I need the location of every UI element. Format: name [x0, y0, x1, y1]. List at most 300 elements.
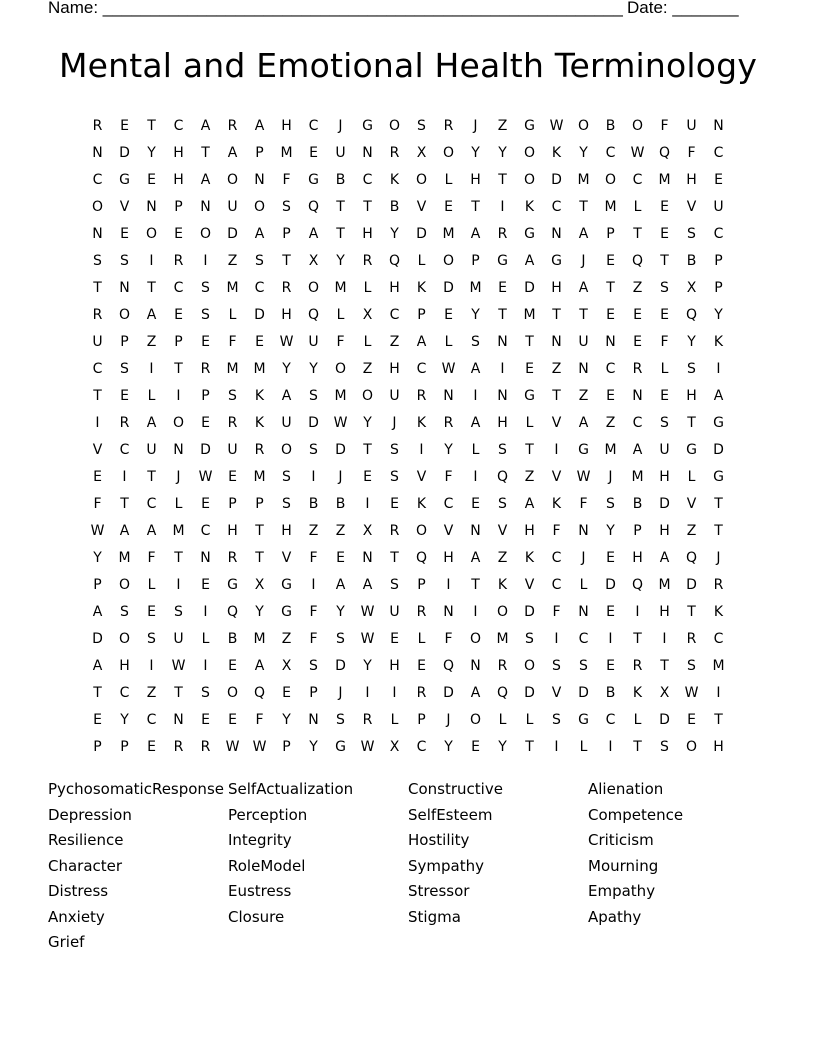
grid-letter[interactable]: T [336, 198, 345, 215]
grid-letter[interactable]: A [254, 117, 265, 134]
grid-letter[interactable]: F [228, 333, 237, 350]
grid-letter[interactable]: Q [442, 657, 455, 674]
grid-letter[interactable]: R [254, 441, 265, 458]
grid-letter[interactable]: I [419, 441, 424, 458]
grid-letter[interactable]: S [687, 360, 696, 377]
grid-letter[interactable]: C [416, 360, 427, 377]
grid-letter[interactable]: D [443, 279, 454, 296]
grid-letter[interactable]: L [660, 360, 669, 377]
grid-letter[interactable]: L [336, 306, 345, 323]
grid-letter[interactable]: W [549, 117, 564, 134]
grid-letter[interactable]: I [446, 576, 451, 593]
grid-letter[interactable]: K [632, 684, 643, 701]
grid-letter[interactable]: N [551, 225, 562, 242]
grid-letter[interactable]: N [443, 387, 454, 404]
grid-letter[interactable]: T [174, 549, 183, 566]
grid-letter[interactable]: V [92, 441, 103, 458]
grid-letter[interactable]: E [336, 549, 345, 566]
grid-letter[interactable]: Z [308, 522, 319, 539]
grid-letter[interactable]: M [442, 225, 455, 242]
date-field[interactable]: Date: _______ [627, 0, 739, 17]
grid-letter[interactable]: H [713, 738, 724, 755]
grid-letter[interactable]: D [713, 441, 724, 458]
grid-letter[interactable]: A [578, 225, 589, 242]
grid-letter[interactable]: C [200, 522, 211, 539]
grid-letter[interactable]: T [174, 684, 183, 701]
grid-letter[interactable]: G [497, 252, 508, 269]
grid-letter[interactable]: Y [147, 144, 156, 161]
grid-letter[interactable]: H [119, 657, 130, 674]
grid-letter[interactable]: O [523, 171, 536, 188]
grid-letter[interactable]: T [147, 279, 156, 296]
grid-letter[interactable]: T [714, 711, 723, 728]
grid-letter[interactable]: Y [255, 603, 264, 620]
grid-letter[interactable]: R [362, 711, 373, 728]
grid-letter[interactable]: S [309, 657, 318, 674]
grid-letter[interactable]: O [388, 117, 401, 134]
grid-letter[interactable]: M [253, 360, 266, 377]
grid-letter[interactable]: O [91, 198, 104, 215]
grid-letter[interactable]: C [389, 306, 400, 323]
grid-letter[interactable]: R [443, 117, 454, 134]
grid-letter[interactable]: T [147, 117, 156, 134]
grid-letter[interactable]: N [551, 333, 562, 350]
grid-letter[interactable]: S [309, 441, 318, 458]
grid-letter[interactable]: T [525, 441, 534, 458]
grid-letter[interactable]: S [525, 630, 534, 647]
grid-letter[interactable]: T [93, 387, 102, 404]
grid-letter[interactable]: V [686, 198, 697, 215]
grid-letter[interactable]: A [416, 333, 427, 350]
grid-letter[interactable]: A [470, 684, 481, 701]
grid-letter[interactable]: C [632, 414, 643, 431]
grid-letter[interactable]: H [362, 225, 373, 242]
grid-letter[interactable]: E [174, 225, 183, 242]
grid-letter[interactable]: C [551, 576, 562, 593]
grid-letter[interactable]: L [633, 198, 642, 215]
grid-letter[interactable]: E [120, 225, 129, 242]
grid-letter[interactable]: S [660, 414, 669, 431]
grid-letter[interactable]: M [172, 522, 185, 539]
grid-letter[interactable]: P [255, 144, 264, 161]
grid-letter[interactable]: A [659, 549, 670, 566]
grid-letter[interactable]: G [713, 468, 724, 485]
grid-letter[interactable]: F [579, 495, 588, 512]
grid-letter[interactable]: W [360, 603, 375, 620]
grid-letter[interactable]: M [226, 360, 239, 377]
grid-letter[interactable]: T [660, 252, 669, 269]
grid-letter[interactable]: L [147, 576, 156, 593]
grid-letter[interactable]: O [226, 684, 239, 701]
grid-letter[interactable]: T [363, 441, 372, 458]
grid-letter[interactable]: O [523, 657, 536, 674]
grid-letter[interactable]: M [226, 279, 239, 296]
grid-letter[interactable]: T [336, 225, 345, 242]
grid-letter[interactable]: D [416, 225, 427, 242]
grid-letter[interactable]: Z [497, 117, 508, 134]
grid-letter[interactable]: M [469, 279, 482, 296]
grid-letter[interactable]: R [632, 657, 643, 674]
grid-letter[interactable]: I [473, 603, 478, 620]
grid-letter[interactable]: Z [578, 387, 589, 404]
grid-letter[interactable]: O [118, 630, 131, 647]
grid-letter[interactable]: S [687, 225, 696, 242]
grid-letter[interactable]: R [227, 414, 238, 431]
grid-letter[interactable]: E [660, 306, 669, 323]
grid-letter[interactable]: U [308, 333, 319, 350]
grid-letter[interactable]: I [554, 441, 559, 458]
grid-letter[interactable]: P [471, 252, 480, 269]
grid-letter[interactable]: O [685, 738, 698, 755]
grid-letter[interactable]: R [200, 738, 211, 755]
grid-letter[interactable]: Y [498, 738, 507, 755]
grid-letter[interactable]: C [713, 225, 724, 242]
grid-letter[interactable]: G [281, 576, 292, 593]
grid-letter[interactable]: U [389, 603, 400, 620]
grid-letter[interactable]: I [473, 387, 478, 404]
grid-letter[interactable]: N [92, 144, 103, 161]
grid-letter[interactable]: Y [444, 738, 453, 755]
grid-letter[interactable]: R [713, 576, 724, 593]
grid-letter[interactable]: R [173, 738, 184, 755]
grid-letter[interactable]: K [551, 495, 562, 512]
grid-letter[interactable]: T [525, 333, 534, 350]
grid-letter[interactable]: O [577, 117, 590, 134]
grid-letter[interactable]: T [282, 252, 291, 269]
grid-letter[interactable]: E [606, 387, 615, 404]
grid-letter[interactable]: P [93, 738, 102, 755]
grid-letter[interactable]: T [714, 522, 723, 539]
grid-letter[interactable]: Y [687, 333, 696, 350]
grid-letter[interactable]: Z [362, 360, 373, 377]
grid-letter[interactable]: N [632, 387, 643, 404]
grid-letter[interactable]: H [281, 117, 292, 134]
grid-letter[interactable]: I [500, 360, 505, 377]
grid-letter[interactable]: S [147, 630, 156, 647]
grid-letter[interactable]: L [228, 306, 237, 323]
grid-letter[interactable]: C [713, 144, 724, 161]
grid-letter[interactable]: I [473, 468, 478, 485]
grid-letter[interactable]: N [146, 198, 157, 215]
grid-letter[interactable]: E [201, 576, 210, 593]
grid-letter[interactable]: T [201, 144, 210, 161]
grid-letter[interactable]: S [498, 441, 507, 458]
grid-letter[interactable]: C [146, 495, 157, 512]
grid-letter[interactable]: C [173, 117, 184, 134]
grid-letter[interactable]: Q [685, 306, 698, 323]
grid-letter[interactable]: O [496, 603, 509, 620]
grid-letter[interactable]: M [334, 279, 347, 296]
grid-letter[interactable]: T [687, 603, 696, 620]
grid-letter[interactable]: L [174, 495, 183, 512]
grid-letter[interactable]: G [227, 576, 238, 593]
grid-letter[interactable]: M [604, 198, 617, 215]
grid-letter[interactable]: M [631, 468, 644, 485]
grid-letter[interactable]: U [227, 441, 238, 458]
grid-letter[interactable]: Y [714, 306, 723, 323]
grid-letter[interactable]: S [660, 279, 669, 296]
grid-letter[interactable]: Q [307, 198, 320, 215]
grid-letter[interactable]: S [498, 495, 507, 512]
grid-letter[interactable]: R [173, 252, 184, 269]
grid-letter[interactable]: U [659, 441, 670, 458]
grid-letter[interactable]: V [281, 549, 292, 566]
grid-letter[interactable]: Y [390, 225, 399, 242]
grid-letter[interactable]: T [147, 468, 156, 485]
grid-letter[interactable]: D [578, 684, 589, 701]
grid-letter[interactable]: S [174, 603, 183, 620]
grid-letter[interactable]: R [227, 117, 238, 134]
grid-letter[interactable]: T [255, 522, 264, 539]
grid-letter[interactable]: A [470, 414, 481, 431]
grid-letter[interactable]: L [363, 333, 372, 350]
grid-letter[interactable]: T [498, 306, 507, 323]
grid-letter[interactable]: E [417, 657, 426, 674]
grid-letter[interactable]: E [660, 387, 669, 404]
grid-letter[interactable]: E [606, 603, 615, 620]
grid-letter[interactable]: K [524, 549, 535, 566]
grid-letter[interactable]: E [93, 468, 102, 485]
grid-letter[interactable]: I [392, 684, 397, 701]
grid-letter[interactable]: D [524, 684, 535, 701]
grid-letter[interactable]: L [417, 630, 426, 647]
grid-letter[interactable]: Z [281, 630, 292, 647]
grid-letter[interactable]: A [92, 657, 103, 674]
grid-letter[interactable]: Q [415, 549, 428, 566]
grid-letter[interactable]: C [308, 117, 319, 134]
grid-letter[interactable]: X [362, 522, 373, 539]
grid-letter[interactable]: T [552, 306, 561, 323]
grid-letter[interactable]: T [390, 549, 399, 566]
grid-letter[interactable]: D [443, 684, 454, 701]
grid-letter[interactable]: C [443, 495, 454, 512]
grid-letter[interactable]: T [633, 225, 642, 242]
grid-letter[interactable]: I [554, 630, 559, 647]
grid-letter[interactable]: D [254, 306, 265, 323]
grid-letter[interactable]: B [605, 684, 616, 701]
grid-letter[interactable]: B [605, 117, 616, 134]
grid-letter[interactable]: L [525, 711, 534, 728]
grid-letter[interactable]: B [308, 495, 319, 512]
grid-letter[interactable]: N [470, 522, 481, 539]
grid-letter[interactable]: R [362, 252, 373, 269]
grid-letter[interactable]: W [198, 468, 213, 485]
grid-letter[interactable]: S [660, 738, 669, 755]
grid-letter[interactable]: Z [389, 333, 400, 350]
grid-letter[interactable]: G [686, 441, 697, 458]
grid-letter[interactable]: H [551, 279, 562, 296]
grid-letter[interactable]: J [392, 414, 397, 431]
grid-letter[interactable]: I [365, 684, 370, 701]
grid-letter[interactable]: I [365, 495, 370, 512]
grid-letter[interactable]: K [713, 603, 724, 620]
grid-letter[interactable]: Z [497, 549, 508, 566]
grid-letter[interactable]: I [95, 414, 100, 431]
grid-letter[interactable]: Y [282, 711, 291, 728]
grid-letter[interactable]: S [579, 657, 588, 674]
grid-letter[interactable]: H [470, 171, 481, 188]
grid-letter[interactable]: Y [336, 603, 345, 620]
grid-letter[interactable]: H [659, 468, 670, 485]
grid-letter[interactable]: E [390, 495, 399, 512]
grid-letter[interactable]: K [551, 144, 562, 161]
grid-letter[interactable]: P [633, 522, 642, 539]
grid-letter[interactable]: S [390, 468, 399, 485]
grid-letter[interactable]: S [228, 387, 237, 404]
grid-letter[interactable]: C [173, 279, 184, 296]
grid-letter[interactable]: P [201, 387, 210, 404]
grid-letter[interactable]: W [90, 522, 105, 539]
grid-letter[interactable]: D [524, 603, 535, 620]
grid-letter[interactable]: L [498, 711, 507, 728]
grid-letter[interactable]: H [389, 657, 400, 674]
grid-letter[interactable]: E [120, 117, 129, 134]
grid-letter[interactable]: N [92, 225, 103, 242]
grid-letter[interactable]: A [524, 495, 535, 512]
grid-letter[interactable]: E [444, 306, 453, 323]
grid-letter[interactable]: O [604, 171, 617, 188]
grid-letter[interactable]: N [119, 279, 130, 296]
grid-letter[interactable]: Z [605, 414, 616, 431]
grid-letter[interactable]: F [255, 711, 264, 728]
grid-letter[interactable]: J [338, 684, 343, 701]
grid-letter[interactable]: H [389, 279, 400, 296]
grid-letter[interactable]: J [338, 468, 343, 485]
grid-letter[interactable]: E [633, 306, 642, 323]
grid-letter[interactable]: Y [579, 144, 588, 161]
grid-letter[interactable]: E [309, 144, 318, 161]
grid-letter[interactable]: P [174, 198, 183, 215]
grid-letter[interactable]: N [173, 441, 184, 458]
grid-letter[interactable]: Z [146, 684, 157, 701]
grid-letter[interactable]: O [631, 117, 644, 134]
grid-letter[interactable]: G [335, 738, 346, 755]
grid-letter[interactable]: G [362, 117, 373, 134]
grid-letter[interactable]: T [93, 279, 102, 296]
grid-letter[interactable]: E [147, 171, 156, 188]
grid-letter[interactable]: T [633, 630, 642, 647]
grid-letter[interactable]: N [443, 603, 454, 620]
grid-letter[interactable]: W [360, 738, 375, 755]
grid-letter[interactable]: H [686, 171, 697, 188]
grid-letter[interactable]: B [227, 630, 238, 647]
grid-letter[interactable]: W [360, 630, 375, 647]
grid-letter[interactable]: A [254, 657, 265, 674]
grid-letter[interactable]: L [201, 630, 210, 647]
grid-letter[interactable]: P [228, 495, 237, 512]
grid-letter[interactable]: N [254, 171, 265, 188]
grid-letter[interactable]: Y [363, 657, 372, 674]
grid-letter[interactable]: O [118, 306, 131, 323]
grid-letter[interactable]: Y [444, 441, 453, 458]
grid-letter[interactable]: Z [227, 252, 238, 269]
grid-letter[interactable]: N [578, 522, 589, 539]
grid-letter[interactable]: F [309, 630, 318, 647]
grid-letter[interactable]: C [92, 171, 103, 188]
grid-letter[interactable]: M [523, 306, 536, 323]
grid-letter[interactable]: T [633, 738, 642, 755]
grid-letter[interactable]: E [255, 333, 264, 350]
grid-letter[interactable]: P [309, 684, 318, 701]
grid-letter[interactable]: P [417, 711, 426, 728]
grid-letter[interactable]: X [659, 684, 670, 701]
grid-letter[interactable]: D [659, 495, 670, 512]
grid-letter[interactable]: E [363, 468, 372, 485]
grid-letter[interactable]: A [200, 117, 211, 134]
grid-letter[interactable]: O [199, 225, 212, 242]
grid-letter[interactable]: Y [120, 711, 129, 728]
grid-letter[interactable]: S [201, 279, 210, 296]
grid-letter[interactable]: K [389, 171, 400, 188]
grid-letter[interactable]: Q [658, 144, 671, 161]
grid-letter[interactable]: S [390, 441, 399, 458]
grid-letter[interactable]: T [120, 495, 129, 512]
grid-letter[interactable]: H [524, 522, 535, 539]
grid-letter[interactable]: Q [631, 252, 644, 269]
grid-letter[interactable]: F [147, 549, 156, 566]
grid-letter[interactable]: R [200, 360, 211, 377]
grid-letter[interactable]: I [149, 252, 154, 269]
grid-letter[interactable]: U [173, 630, 184, 647]
grid-letter[interactable]: P [714, 252, 723, 269]
grid-letter[interactable]: I [203, 252, 208, 269]
grid-letter[interactable]: H [173, 171, 184, 188]
grid-letter[interactable]: X [254, 576, 265, 593]
grid-letter[interactable]: P [282, 225, 291, 242]
grid-letter[interactable]: H [173, 144, 184, 161]
grid-letter[interactable]: L [471, 441, 480, 458]
grid-letter[interactable]: O [442, 144, 455, 161]
grid-letter[interactable]: X [389, 738, 400, 755]
grid-letter[interactable]: N [200, 198, 211, 215]
grid-letter[interactable]: N [578, 603, 589, 620]
grid-letter[interactable]: E [93, 711, 102, 728]
grid-letter[interactable]: E [228, 657, 237, 674]
grid-letter[interactable]: Q [496, 468, 509, 485]
grid-letter[interactable]: D [335, 441, 346, 458]
grid-letter[interactable]: V [551, 414, 562, 431]
grid-letter[interactable]: E [201, 495, 210, 512]
grid-letter[interactable]: A [578, 279, 589, 296]
grid-letter[interactable]: H [497, 414, 508, 431]
grid-letter[interactable]: K [416, 414, 427, 431]
grid-letter[interactable]: A [362, 576, 373, 593]
grid-letter[interactable]: O [334, 360, 347, 377]
grid-letter[interactable]: P [417, 306, 426, 323]
grid-letter[interactable]: M [496, 630, 509, 647]
grid-letter[interactable]: D [605, 576, 616, 593]
grid-letter[interactable]: O [145, 225, 158, 242]
grid-letter[interactable]: R [119, 414, 130, 431]
grid-letter[interactable]: D [92, 630, 103, 647]
grid-letter[interactable]: Q [685, 549, 698, 566]
grid-letter[interactable]: W [630, 144, 645, 161]
grid-letter[interactable]: V [497, 522, 508, 539]
grid-letter[interactable]: R [416, 387, 427, 404]
grid-letter[interactable]: H [389, 360, 400, 377]
grid-letter[interactable]: C [605, 360, 616, 377]
grid-letter[interactable]: F [336, 333, 345, 350]
grid-letter[interactable]: P [120, 738, 129, 755]
grid-letter[interactable]: N [578, 360, 589, 377]
grid-letter[interactable]: Q [388, 252, 401, 269]
grid-letter[interactable]: X [416, 144, 427, 161]
grid-letter[interactable]: U [713, 198, 724, 215]
grid-letter[interactable]: T [174, 360, 183, 377]
grid-letter[interactable]: G [713, 414, 724, 431]
grid-letter[interactable]: P [714, 279, 723, 296]
grid-letter[interactable]: A [146, 306, 157, 323]
